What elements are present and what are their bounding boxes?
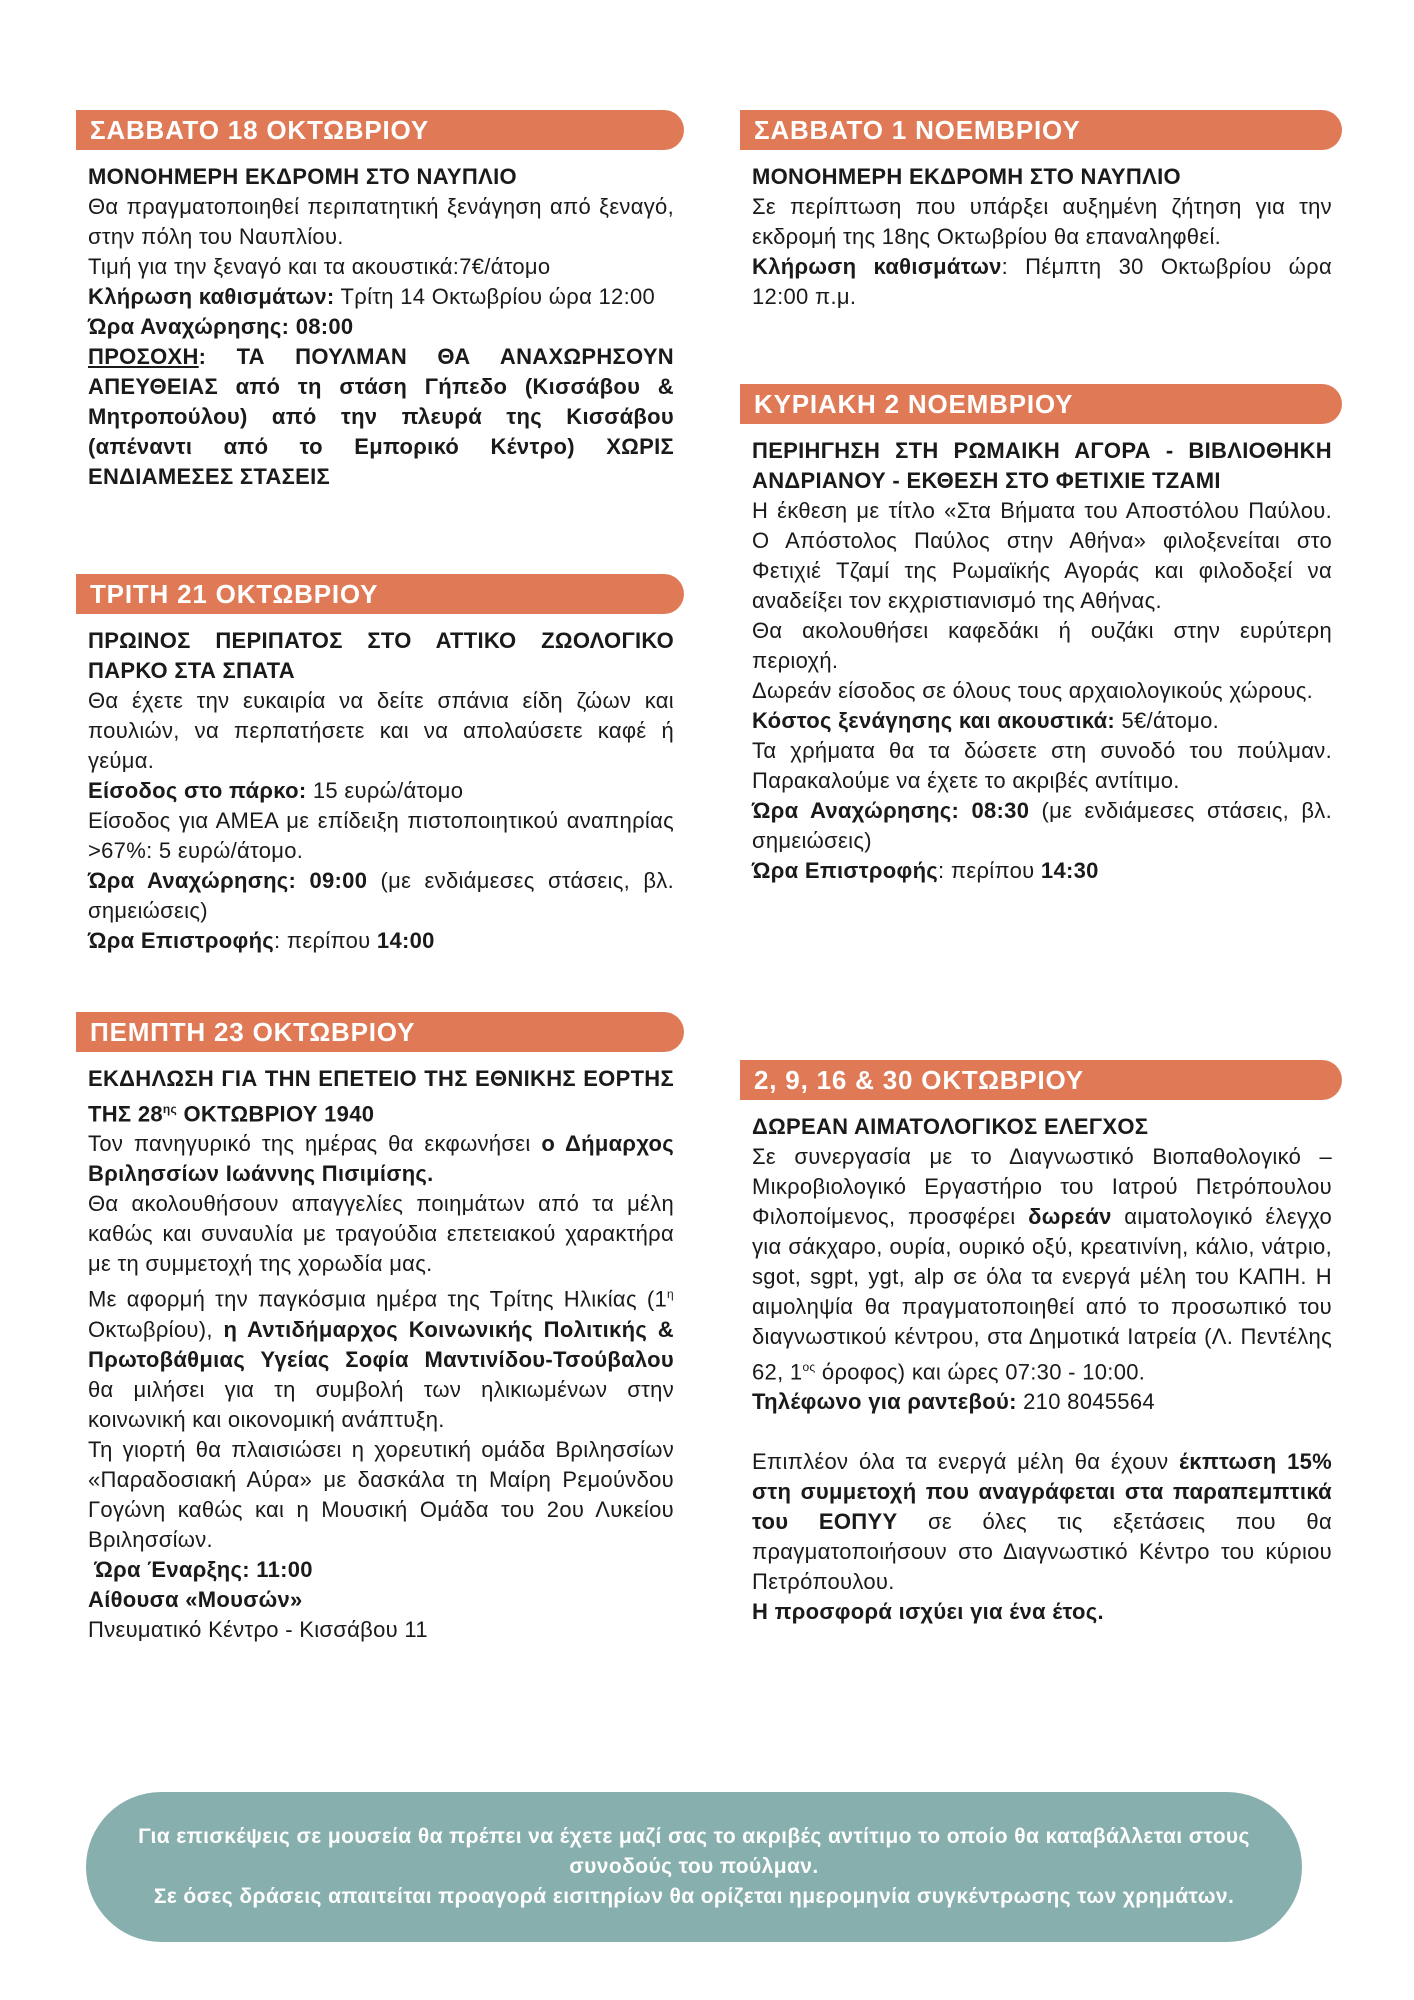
- event-title: ΠΕΡΙΗΓΗΣΗ ΣΤΗ ΡΩΜΑΙΚΗ ΑΓΟΡΑ - ΒΙΒΛΙΟΘΗΚΗ ΑΝΔΡΙΑΝΟΥ - ΕΚΘΕΣΗ ΣΤΟ ΦΕΤΙΧΙΕ ΤΖΑΜΙ: [752, 438, 1332, 493]
- footer-line-1: Για επισκέψεις σε μουσεία θα πρέπει να έχετε μαζί σας το ακριβές αντίτιμο το οποίο θα καταβάλλεται στους συνοδούς του πούλμαν.: [138, 1825, 1250, 1878]
- vice-mayor-line: Με αφορμή την παγκόσμια ημέρα της Τρίτης Ηλικίας ($1^\eta$ Οκτωβρίου), η Αντιδήμαρχος Κοινωνικής Πολιτικής & Πρωτοβάθμιας Υγείας Σοφία Μαντινίδου-Τσούβαλου θα μιλήσει για τη συμβολή των ηλικιωμένων στην κοινωνική και οικονομική ανάπτυξη.: [88, 1286, 674, 1432]
- tour-cost: Κόστος ξενάγησης και ακουστικά: 5€/άτομο.: [752, 708, 1220, 733]
- section-header: ΣΑΒΒΑΤΟ 1 ΝΟΕΜΒΡΙΟΥ: [740, 110, 1342, 150]
- entry-price: Είσοδος στο πάρκο: 15 ευρώ/άτομο: [88, 778, 464, 803]
- dance-group-line: Τη γιορτή θα πλαισιώσει η χορευτική ομάδα Βριλησσίων «Παραδοσιακή Αύρα» με δασκάλα τη Μαίρη Ρεμούνδου Γογώνη καθώς και η Μουσική Ομάδα του 2ου Λυκείου Βριλησσίων.: [88, 1436, 674, 1552]
- event-title: ΔΩΡΕΑΝ ΑΙΜΑΤΟΛΟΓΙΚΟΣ ΕΛΕΓΧΟΣ: [752, 1114, 1149, 1139]
- payment-note: Τα χρήματα θα τα δώσετε στη συνοδό του πούλμαν. Παρακαλούμε να έχετε το ακριβές αντίτιμο.: [752, 738, 1332, 793]
- footer-line-2: Σε όσες δράσεις απαιτείται προαγορά εισιτηρίων θα ορίζεται ημερομηνία συγκέντρωσης των χρημάτων.: [153, 1885, 1235, 1908]
- event-section-5: [740, 384, 1342, 886]
- footer-note: [86, 1792, 1302, 1942]
- exhibition-description: Η έκθεση με τίτλο «Στα Βήματα του Αποστόλου Παύλου. Ο Απόστολος Παύλος στην Αθήνα» φιλοξενείται στο Φετιχιέ Τζαμί της Ρωμαϊκής Αγοράς και φιλοδοξεί να αναδείξει τον εκχριστιανισμό της Αθήνας.: [752, 498, 1332, 613]
- blood-test-description: Σε συνεργασία με το Διαγνωστικό Βιοπαθολογικό – Μικροβιολογικό Εργαστήριο του Ιατρού Πετρόπουλου Φιλοποίμενος, προσφέρει δωρεάν αιματολογικό έλεγχο για σάκχαρο, ουρία, ουρικό οξύ, κρεατινίνη, κάλιο, νάτριο, sgot, sgpt, ygt, alp σε όλα τα ενεργά μέλη του ΚΑΠΗ. Η αιμοληψία θα πραγματοποιηθεί από το προσωπικό του διαγνωστικού κέντρου, στα Δημοτικά Ιατρεία (Λ. Πεντέλης 62, $1^{o\varsigma}$ όροφος) και ώρες 07:30 - 10:00.: [752, 1144, 1332, 1385]
- coffee-line: Θα ακολουθήσει καφεδάκι ή ουζάκι στην ευρύτερη περιοχή.: [752, 618, 1332, 673]
- event-title: ΠΡΩΙΝΟΣ ΠΕΡΙΠΑΤΟΣ ΣΤΟ ΑΤΤΙΚΟ ΖΩΟΛΟΓΙΚΟ ΠΑΡΚΟ ΣΤΑ ΣΠΑΤΑ: [88, 628, 674, 683]
- hall-name: Αίθουσα «Μουσών»: [88, 1586, 303, 1612]
- section-header: 2, 9, 16 & 30 ΟΚΤΩΒΡΙΟΥ: [740, 1060, 1342, 1100]
- speaker-line: Τον πανηγυρικό της ημέρας θα εκφωνήσει ο Δήμαρχος Βριλησσίων Ιωάννης Πισιμίσης.: [88, 1131, 674, 1187]
- notice: ΠΡΟΣΟΧΗ: ΤΑ ΠΟΥΛΜΑΝ ΘΑ ΑΝΑΧΩΡΗΣΟΥΝ ΑΠΕΥΘΕΙΑΣ από τη στάση Γήπεδο (Κισσάβου & Μητροπούλου) από την πλευρά της Κισσάβου (απέναντι από το Εμπορικό Κέντρο) ΧΩΡΙΣ ΕΝΔΙΑΜΕΣΕΣ ΣΤΑΣΕΙΣ: [88, 344, 674, 489]
- seat-draw-line: Κλήρωση καθισμάτων: Πέμπτη 30 Οκτωβρίου ώρα 12:00 π.μ.: [752, 254, 1332, 309]
- event-description: Θα πραγματοποιηθεί περιπατητική ξενάγηση από ξεναγό, στην πόλη του Ναυπλίου.: [88, 194, 674, 249]
- departure-time: Ώρα Αναχώρησης: 09:00 (με ενδιάμεσες στάσεις, βλ. σημειώσεις): [88, 868, 674, 923]
- section-header: ΠΕΜΠΤΗ 23 ΟΚΤΩΒΡΙΟΥ: [76, 1012, 684, 1052]
- appointment-phone: Τηλέφωνο για ραντεβού: 210 8045564: [752, 1389, 1155, 1415]
- event-title: ΜΟΝΟΗΜΕΡΗ ΕΚΔΡΟΜΗ ΣΤΟ ΝΑΥΠΛΙΟ: [752, 164, 1181, 189]
- event-description: Θα έχετε την ευκαιρία να δείτε σπάνια είδη ζώων και πουλιών, να περπατήσετε και να απολαύσετε καφέ ή γεύμα.: [88, 688, 674, 773]
- event-description: Θα ακολουθήσουν απαγγελίες ποιημάτων από τα μέλη καθώς και συναυλία με τραγούδια επετειακού χαρακτήρα με τη συμμετοχή της χορωδία μας.: [88, 1191, 674, 1277]
- seat-draw-line: Κλήρωση καθισμάτων: Τρίτη 14 Οκτωβρίου ώρα 12:00: [88, 284, 656, 309]
- departure-time: Ώρα Αναχώρησης: 08:00: [88, 314, 354, 339]
- discount-line: Επιπλέον όλα τα ενεργά μέλη θα έχουν έκπτωση 15% στη συμμετοχή που αναγράφεται στα παραπεμπτικά του ΕΟΠΥΥ σε όλες τις εξετάσεις που θα πραγματοποιήσουν στο Διαγνωστικό Κέντρο του κύριου Πετρόπουλου.: [752, 1449, 1332, 1595]
- price-line: Τιμή για την ξεναγό και τα ακουστικά:7€/άτομο: [88, 254, 551, 279]
- event-title: ΕΚΔΗΛΩΣΗ ΓΙΑ ΤΗΝ ΕΠΕΤΕΙΟ ΤΗΣ ΕΘΝΙΚΗΣ ΕΟΡΤΗΣ ΤΗΣ $28^{\eta\varsigma}$ ΟΚΤΩΒΡΙΟΥ 1940: [88, 1066, 674, 1127]
- event-description: Σε περίπτωση που υπάρξει αυξημένη ζήτηση για την εκδρομή της 18ης Οκτωβρίου θα επαναληφθεί.: [752, 194, 1332, 249]
- event-section-2: [76, 574, 684, 956]
- section-header: ΤΡΙΤΗ 21 ΟΚΤΩΒΡΙΟΥ: [76, 574, 684, 614]
- return-time: Ώρα Επιστροφής: περίπου 14:00: [88, 928, 435, 953]
- offer-validity: Η προσφορά ισχύει για ένα έτος.: [752, 1599, 1104, 1625]
- free-entry-line: Δωρεάν είσοδος σε όλους τους αρχαιολογικούς χώρους.: [752, 678, 1314, 703]
- event-section-3: [76, 1012, 684, 1645]
- event-title: ΜΟΝΟΗΜΕΡΗ ΕΚΔΡΟΜΗ ΣΤΟ ΝΑΥΠΛΙΟ: [88, 164, 517, 189]
- venue-address: Πνευματικό Κέντρο - Κισσάβου 11: [88, 1616, 428, 1642]
- section-header: ΚΥΡΙΑΚΗ 2 ΝΟΕΜΒΡΙΟΥ: [740, 384, 1342, 424]
- event-section-6: [740, 1060, 1342, 1627]
- return-time: Ώρα Επιστροφής: περίπου 14:30: [752, 858, 1099, 883]
- amea-price: Είσοδος για ΑΜΕΑ με επίδειξη πιστοποιητικού αναπηρίας >67%: 5 ευρώ/άτομο.: [88, 808, 674, 863]
- departure-time: Ώρα Αναχώρησης: 08:30 (με ενδιάμεσες στάσεις, βλ. σημειώσεις): [752, 798, 1332, 853]
- section-header: ΣΑΒΒΑΤΟ 18 ΟΚΤΩΒΡΙΟΥ: [76, 110, 684, 150]
- event-section-1: [76, 110, 684, 492]
- start-time: Ώρα Έναρξης: 11:00: [88, 1556, 313, 1582]
- event-section-4: [740, 110, 1342, 312]
